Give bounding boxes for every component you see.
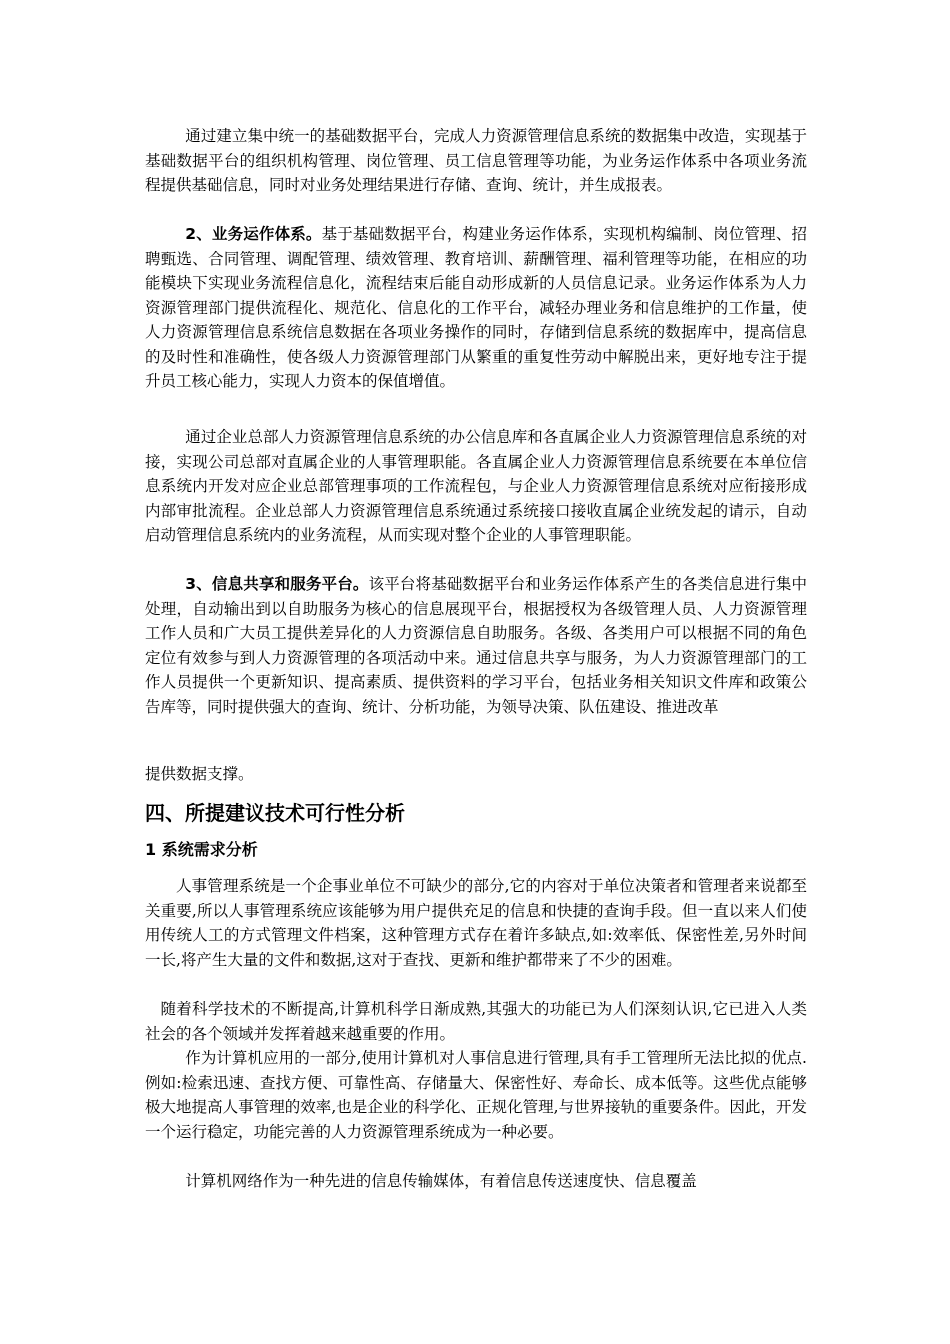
paragraph-computer-advantages: 作为计算机应用的一部分,使用计算机对人事信息进行管理,具有手工管理所无法比拟的优点.例如:检索迅速、查找方便、可靠性高、存储量大、保密性好、寿命长、成本低等。这些优点能够极大地提高人事管理的效率,也是企业的科学化、正规化管理,与世界接轨的重要条件。因此，开发一个运行稳定，功能完善的人力资源管理系统成为一种必要。 bbox=[145, 1049, 807, 1141]
paragraph-tech-progress: 随着科学技术的不断提高,计算机科学日渐成熟,其强大的功能已为人们深刻认识,它已进入人类社会的各个领域并发挥着越来越重要的作用。 bbox=[145, 1000, 807, 1043]
paragraph-hr-system-intro: 人事管理系统是一个企事业单位不可缺少的部分,它的内容对于单位决策者和管理者来说都至关重要,所以人事管理系统应该能够为用户提供充足的信息和快捷的查询手段。但一直以来人们使用传统人工的方式管理文件档案，这种管理方式存在着许多缺点,如:效率低、保密性差,另外时间一长,将产生大量的文件和数据,这对于查找、更新和维护都带来了不少的困难。 bbox=[145, 877, 807, 969]
subsection-heading-requirements: 1 系统需求分析 bbox=[145, 840, 258, 859]
paragraph-body-business-operation: 基于基础数据平台，构建业务运作体系，实现机构编制、岗位管理、招聘甄选、合同管理、调配管理、绩效管理、教育培训、薪酬管理、福利管理等功能，在相应的功能模块下实现业务流程信息化，流程结束后能自动形成新的人员信息记录。业务运作体系为人力资源管理部门提供流程化、规范化、信息化的工作平台，减轻办理业务和信息维护的工作量，使人力资源管理信息系统信息数据在各项业务操作的同时，存储到信息系统的数据库中，提高信息的及时性和准确性，使各级人力资源管理部门从繁重的重复性劳动中解脱出来，更好地专注于提升员工核心能力，实现人力资本的保值增值。 bbox=[145, 225, 807, 390]
paragraph-network: 计算机网络作为一种先进的信息传输媒体，有着信息传送速度快、信息覆盖 bbox=[185, 1172, 697, 1190]
paragraph-heading-info-sharing: 3、信息共享和服务平台。 bbox=[185, 575, 369, 593]
section-heading-feasibility: 四、所提建议技术可行性分析 bbox=[145, 801, 405, 825]
paragraph-data-platform: 通过建立集中统一的基础数据平台，完成人力资源管理信息系统的数据集中改造，实现基于基础数据平台的组织机构管理、岗位管理、员工信息管理等功能，为业务运作体系中各项业务流程提供基础信息，同时对业务处理结果进行存储、查询、统计，并生成报表。 bbox=[145, 127, 807, 194]
paragraph-info-sharing-tail: 提供数据支撑。 bbox=[145, 765, 254, 783]
paragraph-info-sharing bbox=[145, 572, 807, 719]
paragraph-system-integration: 通过企业总部人力资源管理信息系统的办公信息库和各直属企业人力资源管理信息系统的对接，实现公司总部对直属企业的人事管理职能。各直属企业人力资源管理信息系统要在本单位信息系统内开发对应企业总部管理事项的工作流程包，与企业人力资源管理信息系统对应衔接形成内部审批流程。企业总部人力资源管理信息系统通过系统接口接收直属企业统发起的请示，自动启动管理信息系统内的业务流程，从而实现对整个企业的人事管理职能。 bbox=[145, 428, 807, 544]
paragraph-body-info-sharing: 该平台将基础数据平台和业务运作体系产生的各类信息进行集中处理，自动输出到以自助服务为核心的信息展现平台，根据授权为各级管理人员、人力资源管理工作人员和广大员工提供差异化的人力资源信息自助服务。各级、各类用户可以根据不同的角色定位有效参与到人力资源管理的各项活动中来。通过信息共享与服务，为人力资源管理部门的工作人员提供一个更新知识、提高素质、提供资料的学习平台，包括业务相关知识文件库和政策公告库等，同时提供强大的查询、统计、分析功能，为领导决策、队伍建设、推进改革 bbox=[145, 575, 807, 716]
paragraph-business-operation bbox=[145, 222, 807, 394]
paragraph-heading-business-operation: 2、业务运作体系。 bbox=[185, 225, 322, 243]
